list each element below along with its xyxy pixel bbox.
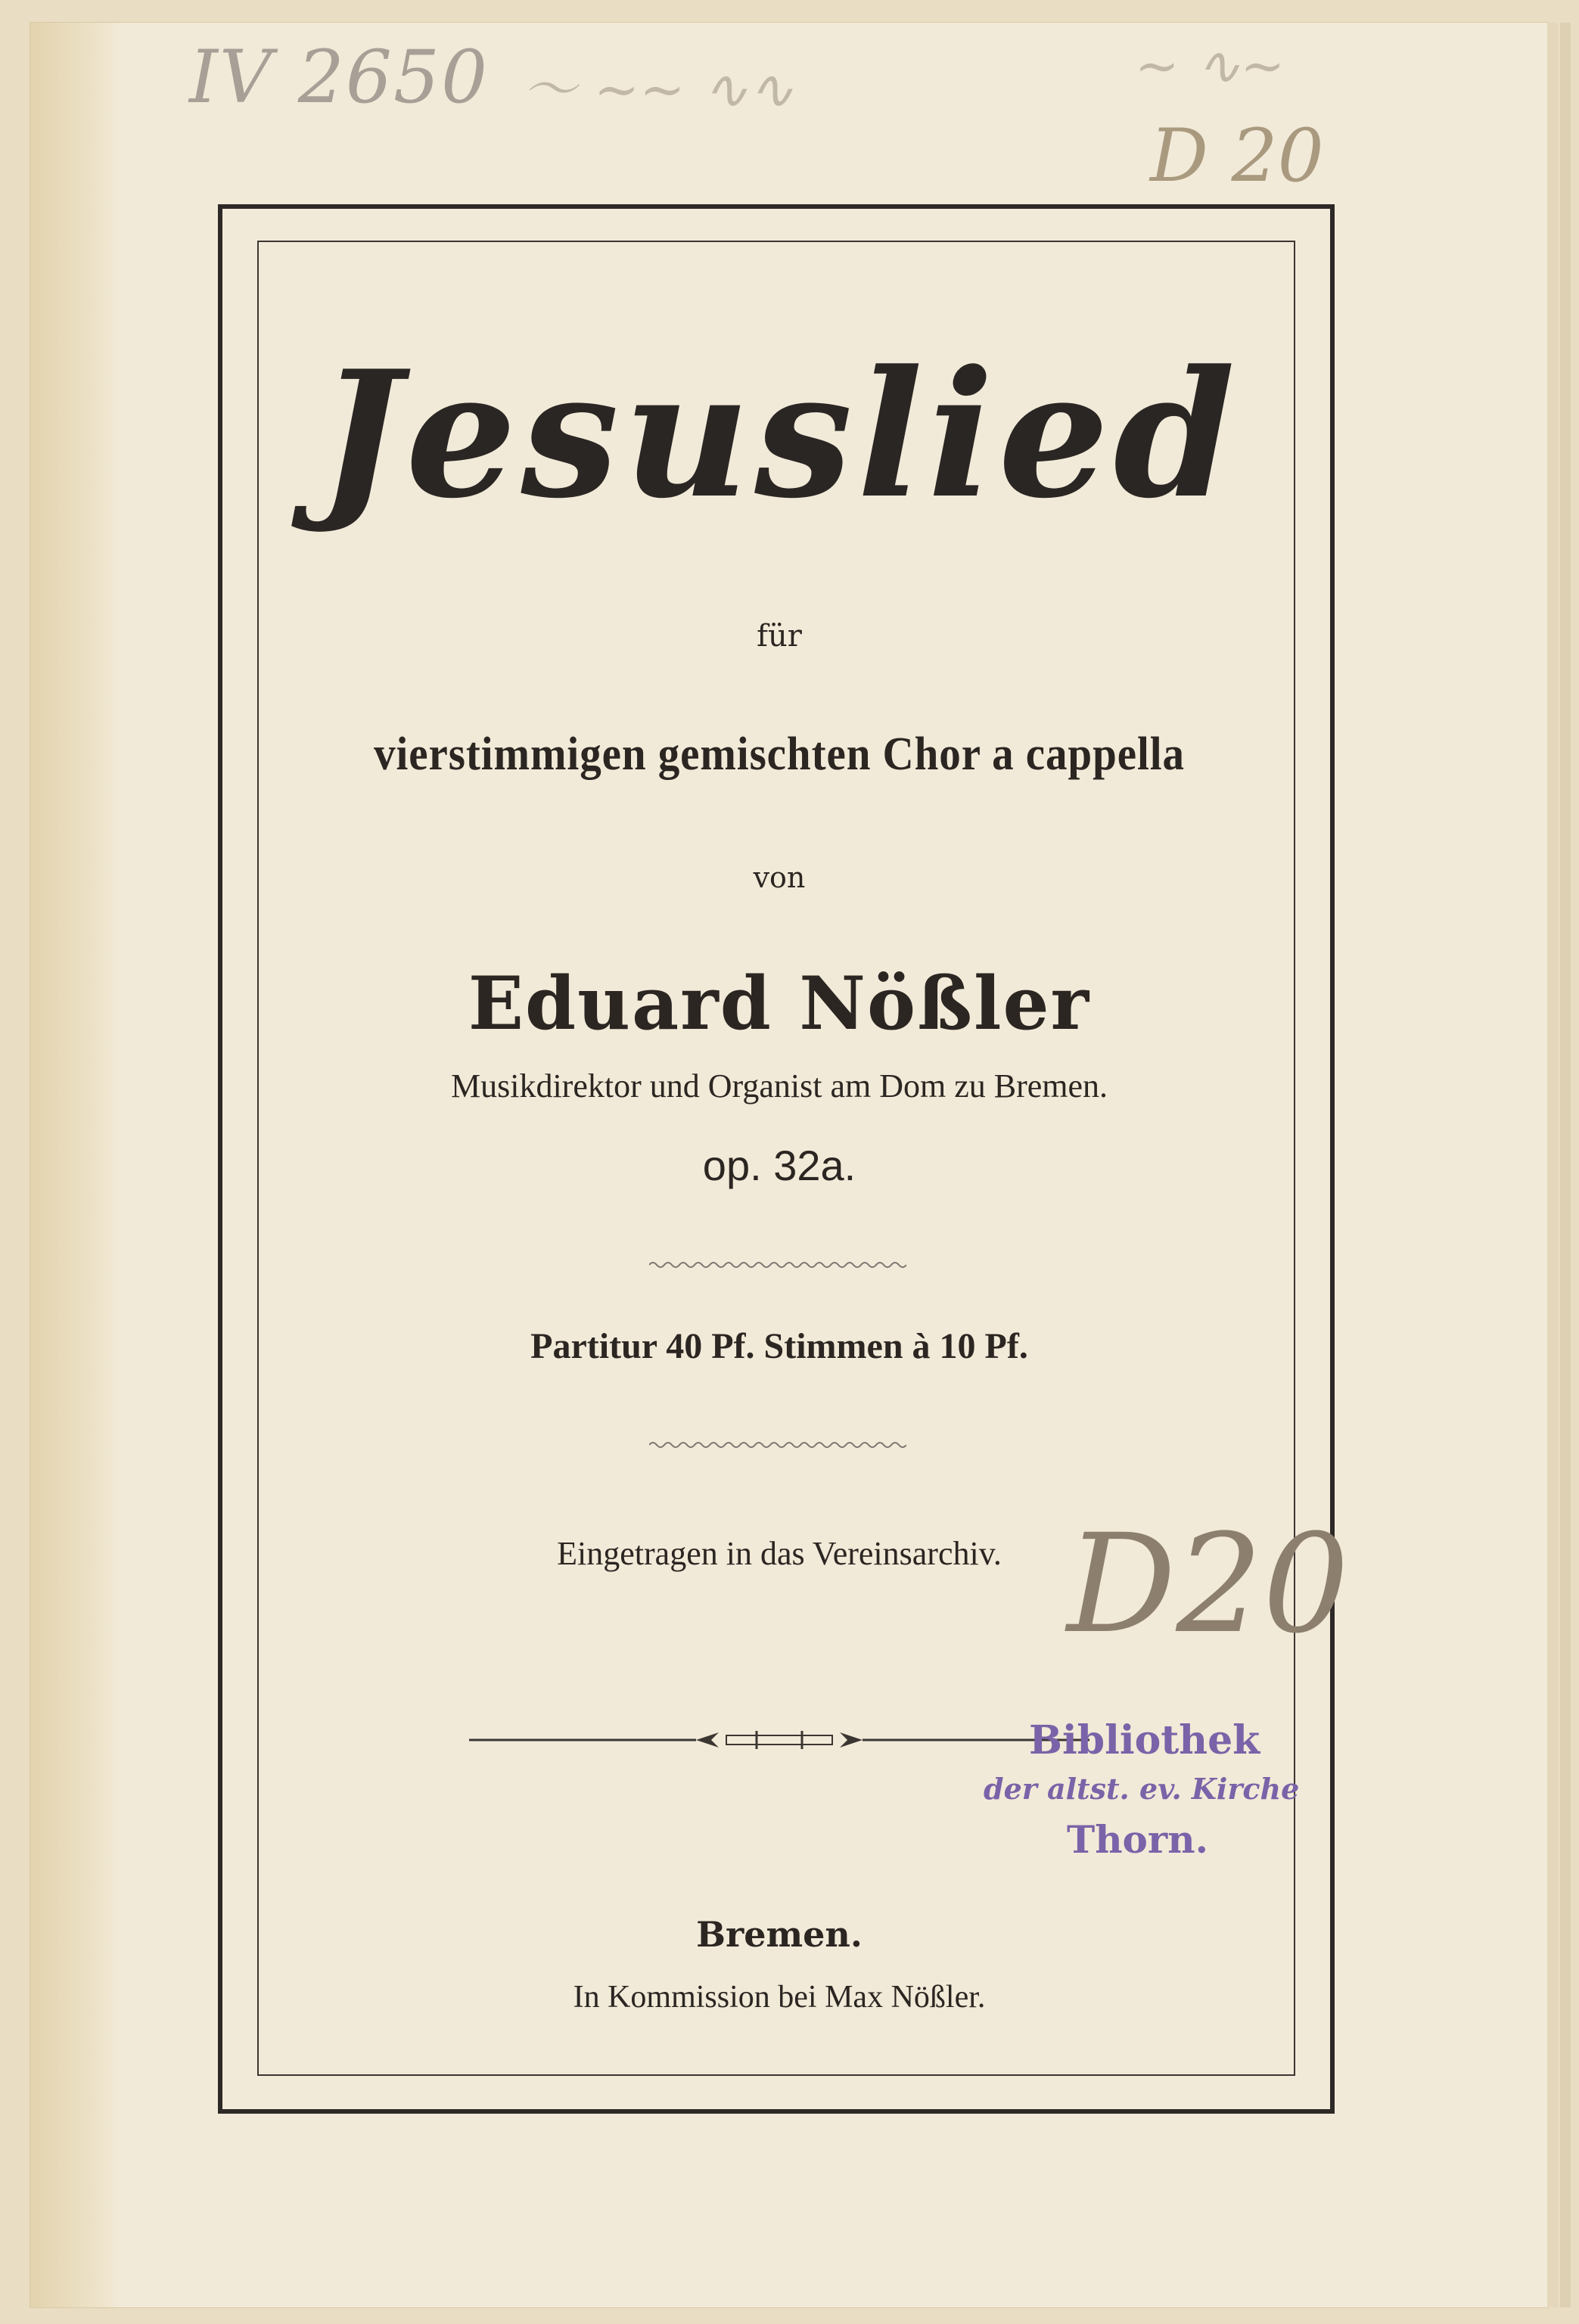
page-edge — [1547, 23, 1558, 2307]
for-label: für — [757, 619, 802, 654]
stamp-line-3: Thorn. — [1067, 1817, 1209, 1862]
pencil-scribble-right: ∼ ∿∼ — [1135, 35, 1285, 97]
publication-city: Bremen. — [696, 1914, 863, 1955]
stamp-line-2: der altst. ev. Kirche — [984, 1772, 1300, 1806]
opus-number: op. 32a. — [702, 1142, 856, 1189]
archive-note: Eingetragen in das Vereinsarchiv. — [557, 1535, 1002, 1572]
publisher-line: In Kommission bei Max Nößler. — [573, 1980, 986, 2015]
cover-subtitle: vierstimmigen gemischten Chor a cappella — [374, 729, 1185, 780]
page-edge-back — [1560, 23, 1571, 2307]
library-stamp — [984, 1717, 1316, 1876]
catalog-note-large: D20 — [1067, 1505, 1350, 1664]
page-spine — [30, 23, 121, 2307]
composer-role: Musikdirektor und Organist am Dom zu Bremen. — [450, 1067, 1108, 1105]
catalog-note-top: D 20 — [1150, 113, 1324, 198]
stamp-line-1: Bibliothek — [1029, 1717, 1260, 1763]
price-line: Partitur 40 Pf. Stimmen à 10 Pf. — [530, 1326, 1028, 1366]
by-label: von — [753, 861, 806, 894]
shelfmark-annotation: IV 2650 — [189, 35, 490, 120]
pencil-scribble: 〜 ∼∼ ∿∿ — [522, 57, 794, 121]
composer-name: Eduard Nößler — [468, 961, 1091, 1046]
wavy-rule-bottom — [649, 1439, 906, 1451]
cover-title: Jesuslied — [319, 333, 1240, 537]
wavy-rule-top — [649, 1259, 906, 1271]
